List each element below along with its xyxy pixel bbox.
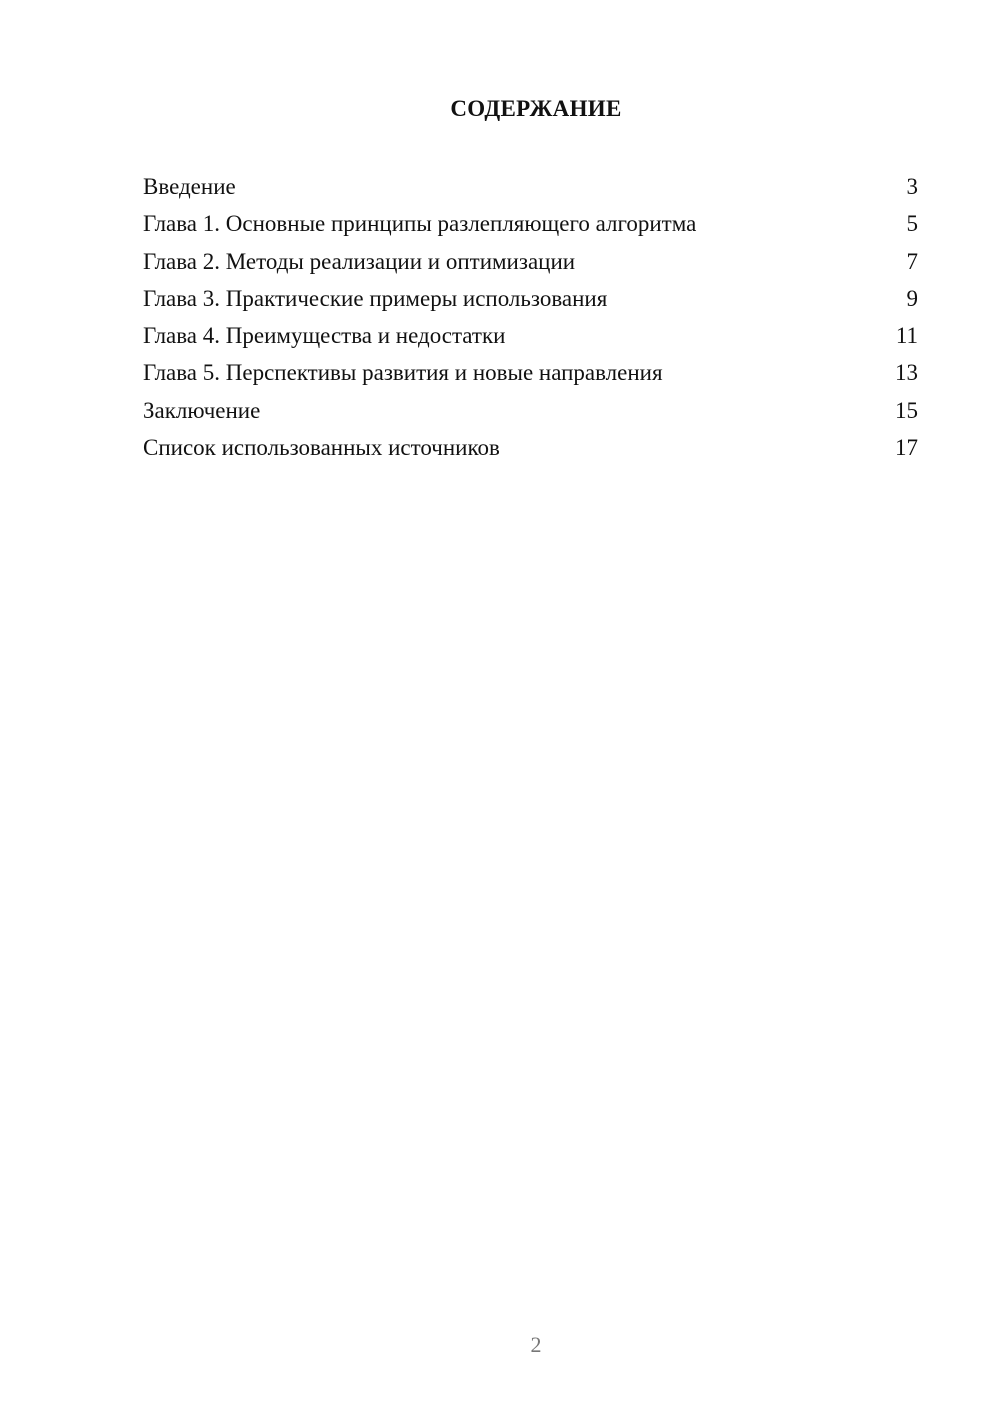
table-of-contents [143,168,918,466]
toc-entry [143,205,918,242]
toc-entry-page: 7 [906,248,918,274]
page-number: 2 [530,1332,542,1357]
toc-entry-page: 15 [895,397,918,423]
toc-entry-label: Заключение [143,397,261,423]
toc-entry-label: Список использованных источников [143,435,500,461]
toc-entry-label: Глава 5. Перспективы развития и новые направления [143,360,663,386]
page-title: СОДЕРЖАНИЕ [450,96,622,121]
toc-entry [143,317,918,354]
toc-entry-label: Глава 1. Основные принципы разлепляющего алгоритма [143,211,697,237]
toc-entry-label: Глава 3. Практические примеры использования [143,285,608,311]
toc-entry [143,354,918,391]
toc-entry-page: 3 [906,174,918,199]
toc-entry [143,243,918,280]
toc-entry [143,168,918,205]
toc-entry-page: 11 [895,323,918,349]
toc-entry-page: 5 [906,211,918,237]
toc-entry-label: Введение [143,174,236,199]
toc-entry-page: 13 [895,360,918,386]
toc-entry-page: 9 [906,285,918,311]
toc-entry [143,280,918,317]
toc-entry-label: Глава 4. Преимущества и недостатки [143,323,506,349]
toc-entry [143,392,918,429]
toc-entry-page: 17 [895,435,918,461]
toc-entry-label: Глава 2. Методы реализации и оптимизации [143,248,576,274]
toc-entry [143,429,918,466]
